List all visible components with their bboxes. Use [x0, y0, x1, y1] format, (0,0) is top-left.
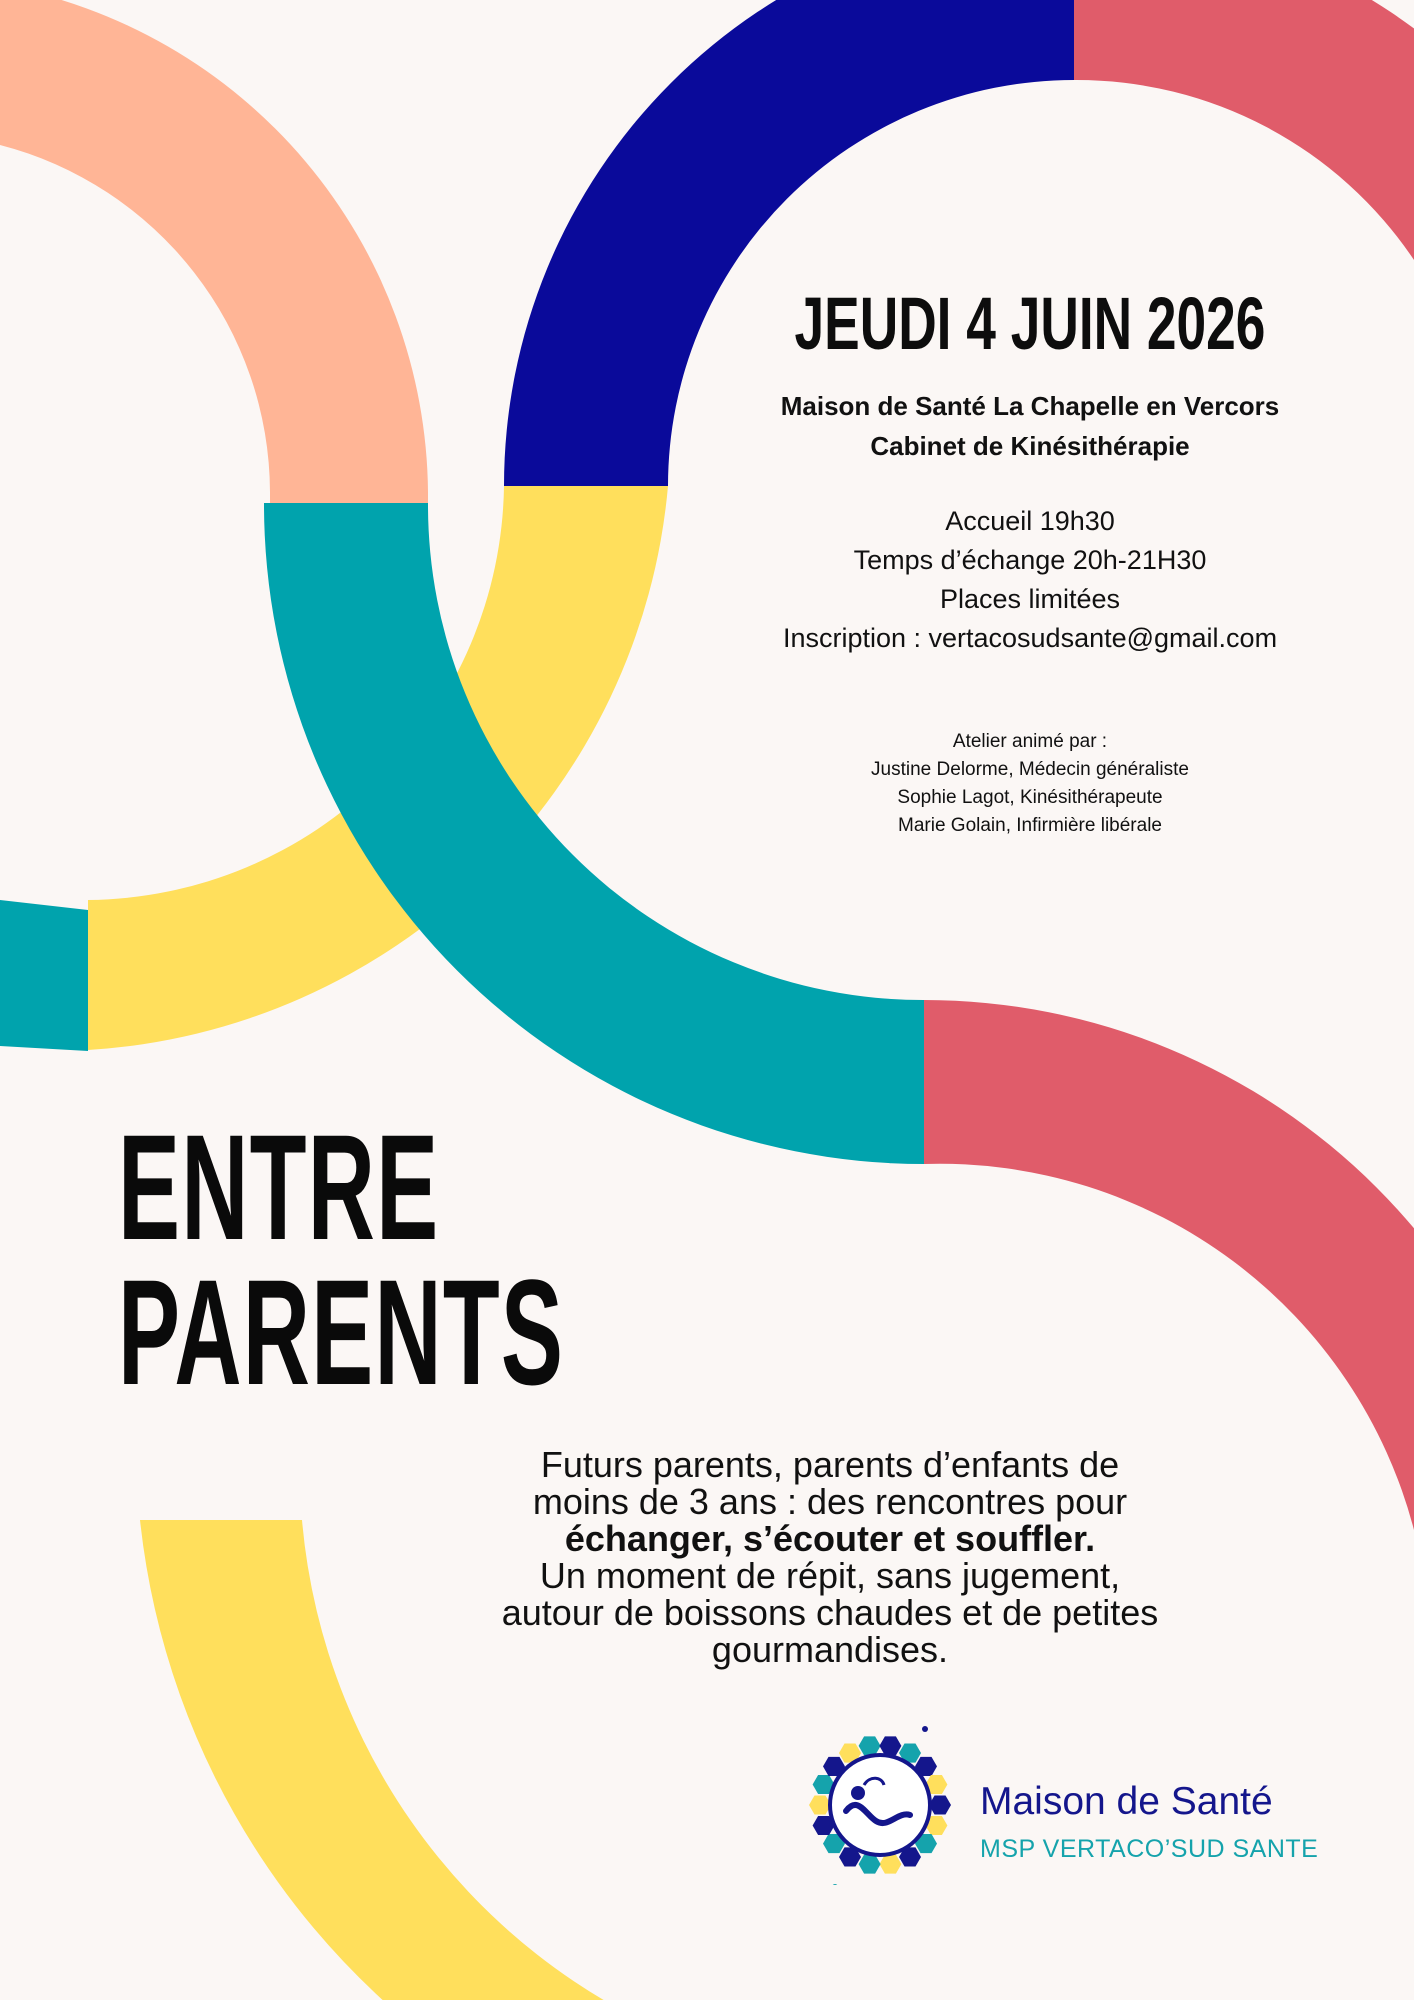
logo-petal — [859, 1736, 881, 1755]
hosts-block — [700, 728, 1360, 840]
desc-bold: échanger, s’écouter et souffler. — [564, 1518, 1096, 1559]
arc-teal-left — [0, 900, 88, 1051]
logo-petal — [879, 1736, 901, 1755]
description — [430, 1446, 1230, 1668]
sunflower-mother-child-icon — [795, 1715, 965, 1885]
info-line: Accueil 19h30 — [945, 506, 1115, 536]
host-line: Sophie Lagot, Kinésithérapeute — [897, 787, 1163, 808]
venue — [700, 386, 1360, 466]
venue-line: Cabinet de Kinésithérapie — [870, 431, 1190, 461]
desc-line: moins de 3 ans : des rencontres pour — [532, 1481, 1128, 1522]
desc-line: gourmandises. — [711, 1629, 949, 1670]
desc-line: Un moment de répit, sans jugement, — [539, 1555, 1121, 1596]
desc-line: Futurs parents, parents d’enfants de — [540, 1444, 1120, 1485]
desc-line: autour de boissons chaudes et de petites — [501, 1592, 1159, 1633]
hosts-title: Atelier animé par : — [952, 731, 1108, 752]
host-line: Marie Golain, Infirmière libérale — [898, 815, 1162, 836]
info-line: Temps d’échange 20h-21H30 — [853, 545, 1207, 575]
logo-petal — [859, 1855, 881, 1874]
main-title — [118, 1103, 565, 1416]
logo-name: Maison de Santé — [980, 1780, 1273, 1823]
desc-line-bold — [430, 1520, 1230, 1557]
title-line: ENTRE — [118, 1103, 440, 1271]
info-line: Places limitées — [939, 584, 1121, 614]
logo-petal — [879, 1855, 901, 1874]
arc-peach — [0, 0, 428, 503]
logo-subtitle: MSP VERTACO’SUD SANTE — [980, 1835, 1319, 1863]
logo-petal — [809, 1796, 831, 1815]
info-line: Inscription : vertacosudsante@gmail.com — [782, 623, 1278, 653]
venue-line: Maison de Santé La Chapelle en Vercors — [780, 391, 1280, 421]
event-info — [700, 502, 1360, 658]
title-line: PARENTS — [118, 1248, 565, 1416]
logo-petal — [929, 1796, 951, 1815]
host-line: Justine Delorme, Médecin généraliste — [871, 759, 1189, 780]
event-date: JEUDI 4 JUIN 2026 — [794, 282, 1266, 365]
